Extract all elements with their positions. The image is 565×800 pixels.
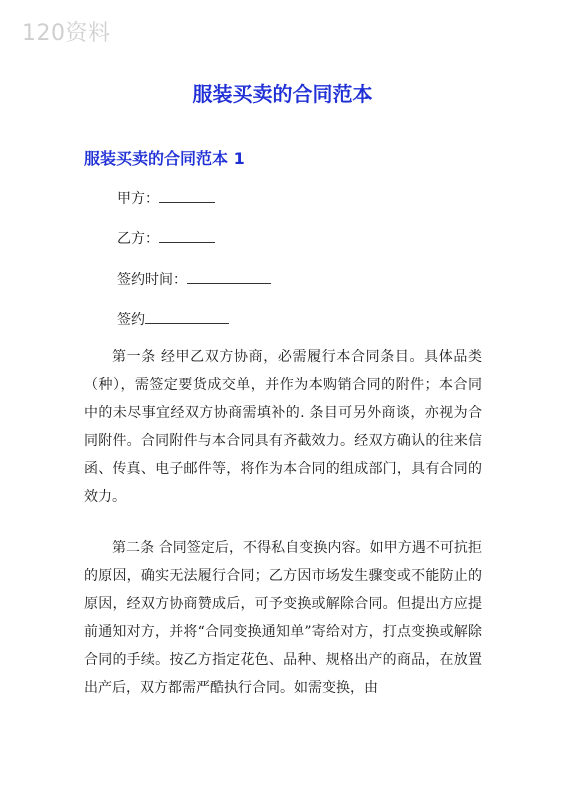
article-2-paragraph: 第二条 合同签定后，不得私自变换内容。如甲方遇不可抗拒的原因，确实无法履行合同；乙方因市场发生骤变或不能防止的原因，经双方协商赞成后，可予变换或解除合同。但提出方应提前通知对方，并将“合同变换通知单”寄给对方，打点变换或解除合同的手续。按乙方指定花色、品种、规格出产的商品，在放置出产后，双方都需严酷执行合同。如需变换，由 <box>84 540 482 696</box>
party-a-blank <box>159 189 215 203</box>
sign-place-blank <box>145 310 229 324</box>
party-a-field <box>117 188 215 208</box>
party-b-field <box>117 228 215 248</box>
sign-time-label: 签约时间： <box>117 272 187 288</box>
section-title: 服装买卖的合同范本 1 <box>84 149 245 168</box>
party-b-blank <box>159 229 215 243</box>
party-b-label: 乙方： <box>117 231 159 247</box>
sign-time-field <box>117 269 271 289</box>
sign-time-blank <box>187 270 271 284</box>
sign-place-field <box>117 309 229 329</box>
watermark: 120资料 <box>22 21 111 46</box>
sign-place-label: 签约 <box>117 312 145 328</box>
party-a-label: 甲方： <box>117 191 159 207</box>
document-title: 服装买卖的合同范本 <box>192 82 373 106</box>
article-1-paragraph: 第一条 经甲乙双方协商，必需履行本合同条目。具体品类（种），需签定要货成交单，并作为本购销合同的附件；本合同中的未尽事宜经双方协商需填补的. 条目可另外商谈，亦视为合同附件。合同附件与本合同具有齐截效力。经双方确认的往来信函、传真、电子邮件等，将作为本合同的组成部门，具有合同的效力。 <box>84 349 482 505</box>
